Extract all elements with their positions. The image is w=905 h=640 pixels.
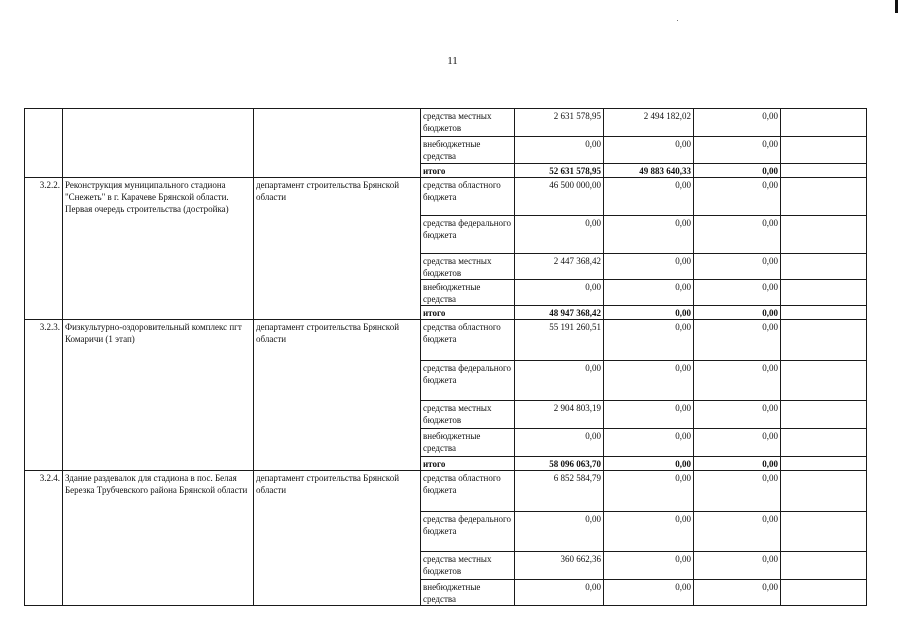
value-cell: 46 500 000,00: [515, 178, 604, 216]
total-label: итого: [421, 164, 515, 178]
empty-cell: [781, 320, 867, 361]
source-label: средства федерального бюджета: [421, 361, 515, 401]
table-row: [25, 471, 867, 512]
source-label: средства местных бюджетов: [421, 254, 515, 280]
value-cell: 0,00: [694, 254, 781, 280]
source-label: средства местных бюджетов: [421, 401, 515, 429]
value-cell: 0,00: [694, 109, 781, 137]
item-name: Реконструкция муниципального стадиона "Снежеть" в г. Карачеве Брянской области. Первая очередь строительства (достройка): [63, 178, 254, 320]
value-cell: 2 447 368,42: [515, 254, 604, 280]
value-cell: 0,00: [604, 320, 694, 361]
value-cell: 2 631 578,95: [515, 109, 604, 137]
empty-cell: [781, 280, 867, 306]
total-label: итого: [421, 306, 515, 320]
source-label: средства федерального бюджета: [421, 512, 515, 552]
total-label: итого: [421, 457, 515, 471]
value-cell: 0,00: [694, 320, 781, 361]
empty-cell: [781, 137, 867, 164]
value-cell: 0,00: [604, 552, 694, 580]
empty-cell: [781, 471, 867, 512]
value-cell: 0,00: [604, 254, 694, 280]
value-cell: 0,00: [694, 429, 781, 457]
value-cell: 0,00: [604, 471, 694, 512]
value-cell: 0,00: [694, 552, 781, 580]
source-label: внебюджетные средства: [421, 429, 515, 457]
total-value: 0,00: [604, 457, 694, 471]
empty-cell: [781, 580, 867, 606]
value-cell: 0,00: [694, 401, 781, 429]
total-value: 49 883 640,33: [604, 164, 694, 178]
empty-cell: [781, 178, 867, 216]
total-value: 48 947 368,42: [515, 306, 604, 320]
value-cell: 0,00: [515, 361, 604, 401]
empty-cell: [781, 109, 867, 137]
value-cell: 2 494 182,02: [604, 109, 694, 137]
empty-cell: [781, 429, 867, 457]
value-cell: 0,00: [694, 471, 781, 512]
source-label: средства областного бюджета: [421, 178, 515, 216]
total-value: 0,00: [694, 306, 781, 320]
value-cell: 0,00: [515, 216, 604, 254]
value-cell: 0,00: [604, 280, 694, 306]
value-cell: 0,00: [694, 178, 781, 216]
source-label: внебюджетные средства: [421, 580, 515, 606]
value-cell: 6 852 584,79: [515, 471, 604, 512]
total-value: 0,00: [604, 306, 694, 320]
value-cell: 0,00: [694, 512, 781, 552]
item-executor: департамент строительства Брянской области: [254, 178, 421, 320]
value-cell: 0,00: [694, 580, 781, 606]
item-name: Физкультурно-оздоровительный комплекс пгт Комаричи (1 этап): [63, 320, 254, 471]
value-cell: 0,00: [604, 216, 694, 254]
item-name: Здание раздевалок для стадиона в пос. Белая Березка Трубчевского района Брянской области: [63, 471, 254, 606]
executor-cell: [254, 109, 421, 178]
value-cell: 55 191 260,51: [515, 320, 604, 361]
empty-cell: [781, 216, 867, 254]
empty-cell: [781, 164, 867, 178]
value-cell: 0,00: [694, 216, 781, 254]
value-cell: 0,00: [604, 512, 694, 552]
value-cell: 0,00: [604, 401, 694, 429]
empty-cell: [781, 457, 867, 471]
empty-cell: [781, 306, 867, 320]
budget-table: [24, 108, 867, 606]
value-cell: 2 904 803,19: [515, 401, 604, 429]
item-executor: департамент строительства Брянской области: [254, 471, 421, 606]
value-cell: 0,00: [604, 137, 694, 164]
page-number: 11: [447, 55, 458, 67]
total-value: 52 631 578,95: [515, 164, 604, 178]
source-label: средства местных бюджетов: [421, 552, 515, 580]
value-cell: 0,00: [515, 512, 604, 552]
item-code: 3.2.4.: [25, 471, 63, 606]
value-cell: 0,00: [515, 580, 604, 606]
value-cell: 360 662,36: [515, 552, 604, 580]
value-cell: 0,00: [694, 137, 781, 164]
value-cell: 0,00: [515, 429, 604, 457]
value-cell: 0,00: [604, 178, 694, 216]
value-cell: 0,00: [604, 580, 694, 606]
source-label: внебюджетные средства: [421, 137, 515, 164]
speck: [677, 20, 678, 21]
source-label: внебюджетные средства: [421, 280, 515, 306]
source-label: средства местных бюджетов: [421, 109, 515, 137]
empty-cell: [781, 254, 867, 280]
value-cell: 0,00: [694, 361, 781, 401]
value-cell: 0,00: [604, 429, 694, 457]
value-cell: 0,00: [515, 280, 604, 306]
source-label: средства федерального бюджета: [421, 216, 515, 254]
name-cell: [63, 109, 254, 178]
item-code: 3.2.2.: [25, 178, 63, 320]
empty-cell: [781, 401, 867, 429]
value-cell: 0,00: [515, 137, 604, 164]
empty-cell: [781, 361, 867, 401]
edge-mark: [895, 0, 898, 13]
empty-cell: [781, 512, 867, 552]
total-value: 0,00: [694, 457, 781, 471]
value-cell: 0,00: [604, 361, 694, 401]
table-row: [25, 178, 867, 216]
total-value: 0,00: [694, 164, 781, 178]
table-row: [25, 109, 867, 137]
source-label: средства областного бюджета: [421, 320, 515, 361]
code-cell: [25, 109, 63, 178]
value-cell: 0,00: [694, 280, 781, 306]
item-executor: департамент строительства Брянской области: [254, 320, 421, 471]
total-value: 58 096 063,70: [515, 457, 604, 471]
source-label: средства областного бюджета: [421, 471, 515, 512]
item-code: 3.2.3.: [25, 320, 63, 471]
table-row: [25, 320, 867, 361]
empty-cell: [781, 552, 867, 580]
